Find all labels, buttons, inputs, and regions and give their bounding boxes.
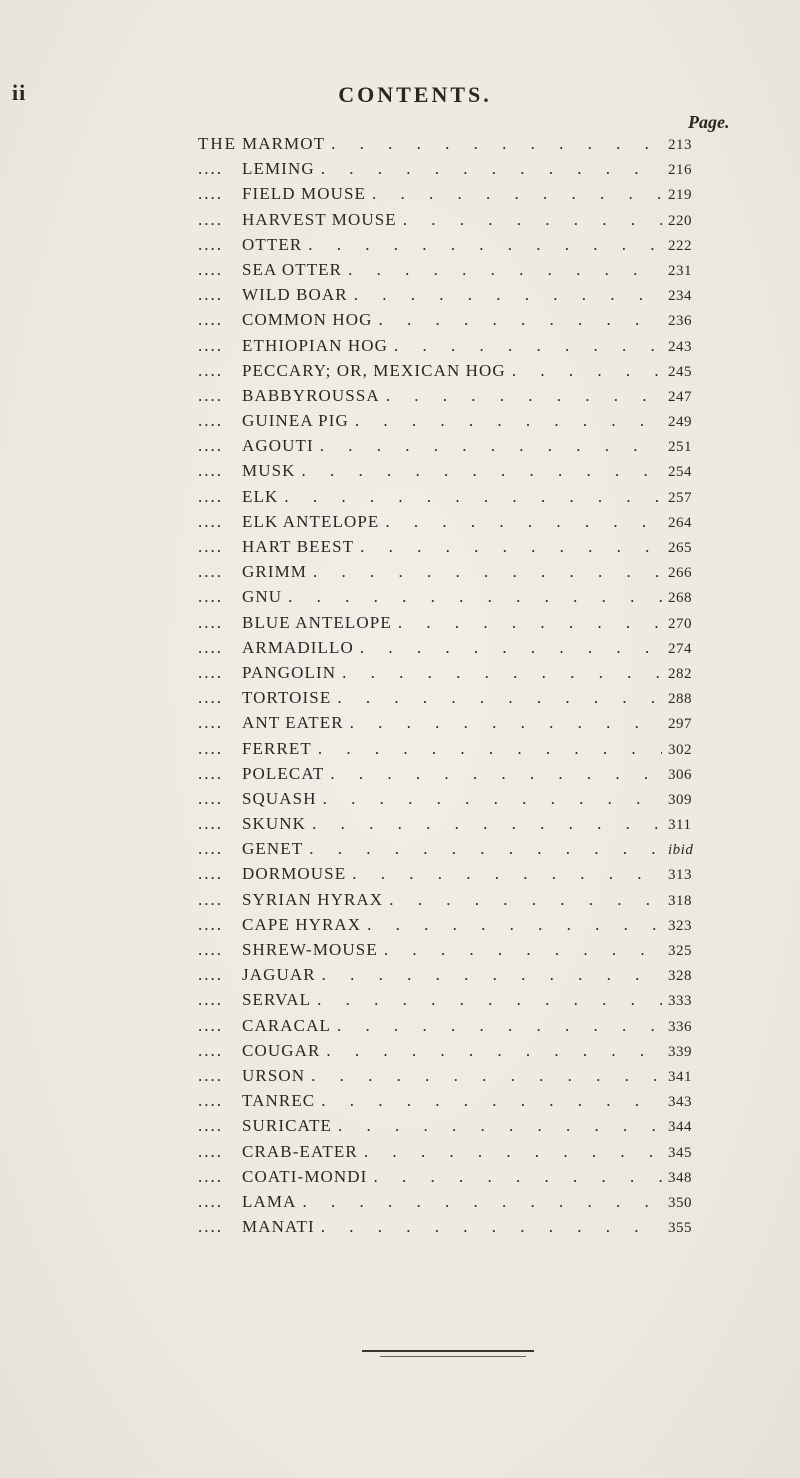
entry-page-number: 339: [668, 1043, 692, 1060]
contents-list: [198, 134, 726, 1242]
entry-title: BABBYROUSSA: [242, 385, 380, 405]
entry-page-number: 264: [668, 514, 692, 531]
contents-entry: [198, 461, 726, 486]
entry-page-number: 213: [668, 137, 692, 153]
entry-page-number: 313: [668, 867, 692, 884]
dot-leader: [284, 487, 662, 507]
entry-page-number: 222: [668, 237, 692, 254]
entry-title: LEMING: [242, 159, 315, 179]
contents-entry: [198, 310, 726, 335]
entry-title: URSON: [242, 1065, 306, 1085]
entry-lead: ....: [198, 511, 223, 531]
entry-title: FIELD MOUSE: [242, 184, 367, 204]
entry-lead: ....: [198, 1116, 223, 1136]
entry-title: AGOUTI: [242, 436, 314, 456]
dot-leader: [512, 361, 662, 381]
page-number: ii: [12, 80, 27, 105]
entry-lead: ....: [198, 990, 223, 1010]
entry-title: GRIMM: [242, 562, 308, 582]
entry-lead: THE: [198, 134, 238, 153]
entry-lead: ....: [198, 864, 223, 884]
entry-title: POLECAT: [242, 763, 325, 783]
entry-title: SKUNK: [242, 814, 307, 834]
entry-title: SHREW-MOUSE: [242, 940, 378, 959]
entry-page-number: 254: [668, 464, 692, 481]
dot-leader: [321, 1091, 662, 1111]
dot-leader: [321, 1217, 662, 1237]
contents-entry: [198, 940, 726, 965]
contents-entry: [198, 184, 726, 209]
dot-leader: [320, 436, 662, 456]
dot-leader: [323, 789, 662, 809]
entry-page-number: 323: [668, 917, 692, 934]
contents-entry: [198, 1217, 726, 1242]
page-column-label: Page.: [688, 112, 730, 132]
entry-page-number: 302: [668, 741, 692, 758]
contents-entry: [198, 386, 726, 411]
entry-page-number: 318: [668, 892, 692, 909]
running-head: CONTENTS.: [338, 82, 492, 107]
entry-page-number: 306: [668, 766, 692, 783]
entry-page-number: 247: [668, 388, 692, 405]
entry-lead: ....: [198, 259, 223, 279]
entry-lead: ....: [198, 889, 223, 909]
entry-page-number: 282: [668, 665, 692, 682]
entry-lead: ....: [198, 788, 223, 808]
dot-leader: [348, 260, 662, 280]
entry-page-number: 243: [668, 338, 692, 355]
contents-entry: [198, 487, 726, 512]
dot-leader: [398, 613, 662, 633]
dot-leader: [350, 713, 662, 733]
entry-page-number: 355: [668, 1220, 692, 1237]
contents-entry: [198, 336, 726, 361]
entry-lead: ....: [198, 637, 223, 657]
entry-page-number: 231: [668, 262, 692, 279]
entry-title: COATI-MONDI: [242, 1166, 368, 1186]
entry-page-number: 266: [668, 565, 692, 582]
entry-lead: ....: [198, 814, 223, 834]
contents-entry: [198, 789, 726, 814]
entry-title: BLUE ANTELOPE: [242, 612, 392, 632]
contents-entry: [198, 864, 726, 889]
entry-title: ETHIOPIAN HOG: [242, 335, 389, 355]
entry-page-number: 265: [668, 540, 692, 556]
dot-leader: [337, 688, 662, 708]
entry-title: DORMOUSE: [242, 864, 347, 884]
dot-leader: [302, 461, 662, 481]
entry-title: SQUASH: [242, 788, 317, 808]
dot-leader: [385, 512, 662, 532]
contents-entry: [198, 1016, 726, 1041]
entry-title: GNU: [242, 587, 283, 607]
contents-entry: [198, 1167, 726, 1192]
contents-entry: [198, 713, 726, 738]
entry-lead: ....: [198, 385, 223, 405]
entry-lead: ....: [198, 1040, 223, 1060]
ornamental-rule: [362, 1350, 534, 1352]
entry-page-number: 328: [668, 968, 692, 985]
entry-title: FERRET: [242, 738, 312, 758]
dot-leader: [338, 1116, 662, 1136]
entry-title: SERVAL: [242, 990, 312, 1010]
dot-leader: [372, 184, 662, 204]
entry-page-number: 343: [668, 1094, 692, 1111]
entry-lead: ....: [198, 159, 223, 179]
entry-lead: ....: [198, 587, 223, 607]
entry-title: CRAB-EATER: [242, 1141, 358, 1161]
entry-page-number: 325: [668, 943, 692, 959]
entry-title: TANREC: [242, 1091, 316, 1111]
ornamental-rule-thin: [380, 1356, 526, 1357]
entry-title: JAGUAR: [242, 965, 316, 985]
entry-lead: ....: [198, 1217, 223, 1237]
entry-page-number: 257: [668, 489, 692, 506]
dot-leader: [322, 965, 662, 985]
dot-leader: [386, 386, 662, 406]
contents-entry: [198, 890, 726, 915]
entry-page-number: 274: [668, 640, 692, 657]
entry-lead: ....: [198, 612, 223, 632]
entry-title: MARMOT: [242, 134, 326, 153]
entry-lead: ....: [198, 234, 223, 254]
entry-page-number: 288: [668, 691, 692, 708]
contents-entry: [198, 663, 726, 688]
entry-lead: ....: [198, 486, 223, 506]
entry-lead: ....: [198, 713, 223, 733]
dot-leader: [317, 990, 662, 1010]
dot-leader: [403, 210, 662, 230]
dot-leader: [309, 839, 662, 859]
entry-lead: ....: [198, 436, 223, 456]
dot-leader: [394, 336, 662, 356]
entry-lead: ....: [198, 562, 223, 582]
dot-leader: [360, 638, 662, 658]
entry-title: HART BEEST: [242, 537, 355, 556]
dot-leader: [355, 411, 662, 431]
entry-lead: ....: [198, 1166, 223, 1186]
entry-title: TORTOISE: [242, 688, 332, 708]
entry-lead: ....: [198, 461, 223, 481]
dot-leader: [312, 814, 662, 834]
entry-page-number: 234: [668, 288, 692, 305]
entry-lead: ....: [198, 184, 223, 204]
contents-entry: [198, 159, 726, 184]
entry-lead: ....: [198, 940, 223, 959]
dot-leader: [352, 864, 662, 884]
contents-entry: [198, 688, 726, 713]
entry-lead: ....: [198, 411, 223, 431]
entry-page-number: 336: [668, 1018, 692, 1035]
contents-entry: [198, 361, 726, 386]
contents-entry: [198, 436, 726, 461]
entry-title: CARACAL: [242, 1015, 331, 1035]
entry-lead: ....: [198, 1015, 223, 1035]
dot-leader: [331, 134, 662, 154]
entry-title: SURICATE: [242, 1116, 333, 1136]
entry-page-number: 270: [668, 615, 692, 632]
contents-entry: [198, 235, 726, 260]
entry-page-number: ibid: [668, 842, 694, 859]
dot-leader: [367, 915, 662, 935]
dot-leader: [389, 890, 662, 910]
entry-lead: ....: [198, 763, 223, 783]
entry-title: ELK ANTELOPE: [242, 511, 380, 531]
contents-entry: [198, 587, 726, 612]
entry-title: OTTER: [242, 234, 303, 254]
contents-entry: [198, 1091, 726, 1116]
entry-lead: ....: [198, 335, 223, 355]
entry-lead: ....: [198, 1065, 223, 1085]
dot-leader: [337, 1016, 662, 1036]
dot-leader: [321, 159, 662, 179]
entry-page-number: 350: [668, 1194, 692, 1211]
entry-title: PANGOLIN: [242, 662, 337, 682]
dot-leader: [318, 739, 662, 759]
entry-page-number: 249: [668, 414, 692, 431]
entry-title: HARVEST MOUSE: [242, 209, 397, 229]
entry-lead: ....: [198, 310, 223, 330]
entry-lead: ....: [198, 738, 223, 758]
entry-title: ANT EATER: [242, 713, 344, 733]
entry-page-number: 219: [668, 187, 692, 204]
entry-lead: ....: [198, 537, 223, 556]
entry-title: COUGAR: [242, 1040, 321, 1060]
entry-lead: ....: [198, 360, 223, 380]
entry-page-number: 333: [668, 993, 692, 1010]
entry-title: SYRIAN HYRAX: [242, 889, 384, 909]
dot-leader: [330, 764, 662, 784]
dot-leader: [308, 235, 662, 255]
entry-lead: ....: [198, 285, 223, 305]
entry-lead: ....: [198, 688, 223, 708]
contents-entry: [198, 1066, 726, 1091]
entry-page-number: 344: [668, 1119, 692, 1136]
contents-entry: [198, 764, 726, 789]
entry-page-number: 220: [668, 212, 692, 229]
contents-entry: [198, 965, 726, 990]
entry-lead: ....: [198, 965, 223, 985]
entry-title: GUINEA PIG: [242, 411, 349, 431]
entry-lead: ....: [198, 914, 223, 934]
contents-entry: [198, 739, 726, 764]
contents-entry: [198, 638, 726, 663]
entry-title: MUSK: [242, 461, 296, 481]
entry-title: MANATI: [242, 1217, 315, 1237]
entry-title: WILD BOAR: [242, 285, 348, 305]
entry-title: SEA OTTER: [242, 259, 343, 279]
entry-title: PECCARY; OR, MEXICAN HOG: [242, 360, 506, 380]
entry-page-number: 297: [668, 716, 692, 733]
contents-entry: [198, 562, 726, 587]
dot-leader: [302, 1192, 662, 1212]
contents-entry: [198, 1116, 726, 1141]
contents-entry: [198, 210, 726, 235]
dot-leader: [364, 1142, 662, 1162]
contents-entry: [198, 285, 726, 310]
entry-title: ARMADILLO: [242, 637, 354, 657]
contents-entry: [198, 134, 726, 159]
entry-title: COMMON HOG: [242, 310, 373, 330]
dot-leader: [360, 537, 662, 557]
entry-lead: ....: [198, 1091, 223, 1111]
contents-entry: [198, 1142, 726, 1167]
dot-leader: [384, 940, 662, 960]
dot-leader: [342, 663, 662, 683]
entry-title: LAMA: [242, 1191, 297, 1211]
entry-title: GENET: [242, 839, 304, 859]
contents-entry: [198, 1041, 726, 1066]
dot-leader: [373, 1167, 662, 1187]
entry-page-number: 245: [668, 363, 692, 380]
contents-entry: [198, 260, 726, 285]
entry-page-number: 236: [668, 313, 692, 330]
entry-lead: ....: [198, 1141, 223, 1161]
contents-entry: [198, 990, 726, 1015]
entry-page-number: 311: [668, 817, 692, 834]
dot-leader: [326, 1041, 662, 1061]
contents-entry: [198, 411, 726, 436]
contents-entry: [198, 537, 726, 562]
dot-leader: [378, 310, 662, 330]
dot-leader: [354, 285, 662, 305]
entry-lead: ....: [198, 839, 223, 859]
entry-page-number: 345: [668, 1144, 692, 1161]
contents-entry: [198, 915, 726, 940]
dot-leader: [288, 587, 662, 607]
contents-entry: [198, 1192, 726, 1217]
entry-page-number: 341: [668, 1068, 692, 1085]
dot-leader: [313, 562, 662, 582]
dot-leader: [311, 1066, 662, 1086]
entry-title: ELK: [242, 486, 279, 506]
entry-page-number: 309: [668, 791, 692, 808]
contents-entry: [198, 512, 726, 537]
contents-entry: [198, 814, 726, 839]
entry-lead: ....: [198, 209, 223, 229]
entry-page-number: 216: [668, 162, 692, 179]
entry-page-number: 251: [668, 439, 692, 456]
entry-page-number: 348: [668, 1169, 692, 1186]
entry-page-number: 268: [668, 590, 692, 607]
contents-entry: [198, 839, 726, 864]
entry-title: CAPE HYRAX: [242, 914, 362, 934]
contents-entry: [198, 613, 726, 638]
entry-lead: ....: [198, 1191, 223, 1211]
entry-lead: ....: [198, 662, 223, 682]
